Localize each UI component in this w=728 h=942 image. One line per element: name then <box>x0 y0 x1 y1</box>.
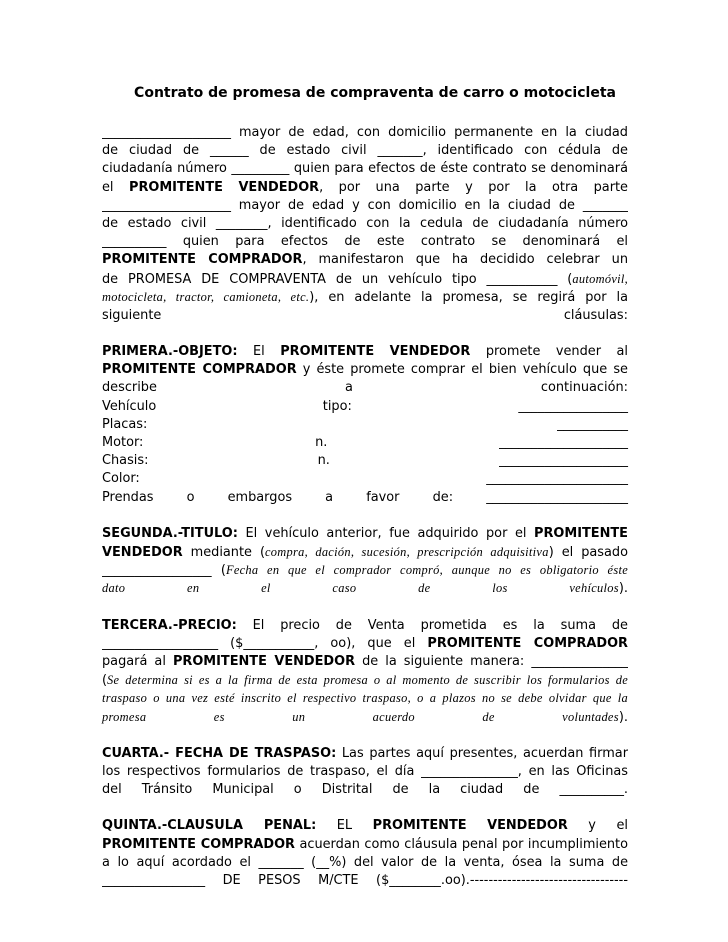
intro-paragraph <box>102 124 628 325</box>
bold-term: PROMITENTE <box>129 179 223 195</box>
text-line: describe a continuación: <box>102 380 628 396</box>
text-line: ________________ DE PESOS M/CTE ($________.oo).---------------------------------- <box>102 872 628 888</box>
text-line: de estado civil ________, identificado con la cedula de ciudadanía número <box>102 215 628 231</box>
bold-term: VENDEDOR <box>389 344 471 360</box>
text-line: de PROMESA DE COMPRAVENTA de un vehículo tipo ___________ (automóvil, <box>102 271 628 287</box>
italic-note: Se determina si es a la firma de esta promesa o al momento de suscribir los formularios de <box>107 673 628 688</box>
text-line: SEGUNDA.-TITULO: El vehículo anterior, fue adquirido por el PROMITENTE <box>102 525 628 541</box>
italic-note: Fecha en que el comprador compró, aunque no es obligatorio éste <box>225 563 628 578</box>
italic-note: compra, dación, sucesión, prescripción adquisitiva <box>264 545 549 560</box>
clause-tercera <box>102 617 628 727</box>
text-line: PRIMERA.-OBJETO: El PROMITENTE VENDEDOR promete vender al <box>102 344 628 360</box>
document-title: Contrato de promesa de compraventa de carro o motocicleta <box>134 85 616 101</box>
clause-segunda <box>102 525 628 599</box>
text-line: dato en el caso de los vehículos). <box>102 581 628 597</box>
text-line: el PROMITENTE VENDEDOR, por una parte y por la otra parte <box>102 179 628 195</box>
italic-note: dato en el caso de los vehículos <box>102 581 619 596</box>
italic-note: promesa es un acuerdo de voluntades <box>102 709 619 724</box>
bold-term: PROMITENTE <box>534 525 628 541</box>
bold-term: PROMITENTE COMPRADOR <box>427 635 628 651</box>
bold-term: VENDEDOR <box>102 545 183 561</box>
text-line: pagará al PROMITENTE VENDEDOR de la siguiente manera: _______________ <box>102 654 628 670</box>
text-line: CUARTA.- FECHA DE TRASPASO: Las partes aquí presentes, acuerdan firmar <box>102 745 628 761</box>
text-line: QUINTA.-CLAUSULA PENAL: EL PROMITENTE VENDEDOR y el <box>102 818 628 834</box>
italic-note: automóvil, <box>572 271 628 286</box>
bold-term: PROMITENTE VENDEDOR <box>172 654 356 670</box>
text-line: Chasis: n. ____________________ <box>102 453 628 469</box>
text-line: Vehículo tipo: _________________ <box>102 398 628 414</box>
text-line: los respectivos formularios de traspaso, el día _______________, en las Oficinas <box>102 763 628 779</box>
bold-term: QUINTA.-CLAUSULA PENAL: <box>102 818 317 834</box>
text-line: PROMITENTE COMPRADOR y éste promete comprar el bien vehículo que se <box>102 362 628 378</box>
bold-term: PROMITENTE <box>372 818 467 834</box>
text-line: Placas: ___________ <box>102 416 628 432</box>
text-line: siguiente cláusulas: <box>102 307 628 323</box>
text-line: Color: ______________________ <box>102 471 628 487</box>
bold-term: SEGUNDA.-TITULO: <box>102 525 238 541</box>
bold-term: PRIMERA.-OBJETO: <box>102 344 238 360</box>
bold-term: VENDEDOR <box>238 179 320 195</box>
bold-term: CUARTA.- FECHA DE TRASPASO: <box>102 745 337 761</box>
clause-primera <box>102 343 628 507</box>
text-line: PROMITENTE COMPRADOR acuerdan como cláusula penal por incumplimiento <box>102 836 628 852</box>
text-line: __________ quien para efectos de este contrato se denominará el <box>102 234 628 250</box>
text-line: del Tránsito Municipal o Distrital de la ciudad de __________. <box>102 782 628 798</box>
text-line: ciudadanía número _________ quien para efectos de éste contrato se denominará <box>102 161 628 177</box>
clause-quinta <box>102 817 628 890</box>
italic-note: motocicleta, tractor, camioneta, etc. <box>102 289 310 304</box>
bold-term: PROMITENTE <box>280 344 375 360</box>
text-line: Motor: n. ____________________ <box>102 435 628 451</box>
text-line: ____________________ mayor de edad y con domicilio en la ciudad de _______ <box>102 197 628 213</box>
text-line: __________________ ($___________, oo), que el PROMITENTE COMPRADOR <box>102 635 628 651</box>
text-line: VENDEDOR mediante (compra, dación, sucesión, prescripción adquisitiva) el pasado <box>102 545 628 561</box>
text-line: _________________ (Fecha en que el comprador compró, aunque no es obligatorio éste <box>102 563 628 579</box>
bold-term: PROMITENTE COMPRADOR <box>102 836 295 852</box>
bold-term: PROMITENTE COMPRADOR <box>102 252 303 268</box>
bold-term: TERCERA.-PRECIO: <box>102 617 237 633</box>
text-line: (Se determina si es a la firma de esta promesa o al momento de suscribir los formularios de <box>102 673 628 689</box>
bold-term: VENDEDOR <box>487 818 568 834</box>
text-line: motocicleta, tractor, camioneta, etc.), en adelante la promesa, se regirá por la <box>102 289 628 305</box>
text-line: de ciudad de ______ de estado civil _______, identificado con cédula de <box>102 143 628 159</box>
text-line: Prendas o embargos a favor de: ______________________ <box>102 489 628 505</box>
italic-note: traspaso o una vez esté inscrito el respectivo traspaso, o a plazos no se debe olvidar que la <box>102 691 628 706</box>
bold-term: PROMITENTE COMPRADOR <box>102 362 297 378</box>
text-line: PROMITENTE COMPRADOR, manifestaron que ha decidido celebrar un <box>102 252 628 268</box>
text-line <box>102 689 628 707</box>
text-line: TERCERA.-PRECIO: El precio de Venta prometida es la suma de <box>102 617 628 633</box>
text-line: promesa es un acuerdo de voluntades). <box>102 709 628 725</box>
text-line: ____________________ mayor de edad, con domicilio permanente en la ciudad <box>102 125 628 140</box>
text-line: a lo aquí acordado el _______ (__%) del valor de la venta, ósea la suma de <box>102 854 628 870</box>
contract-document <box>102 84 628 908</box>
clause-cuarta <box>102 745 628 800</box>
